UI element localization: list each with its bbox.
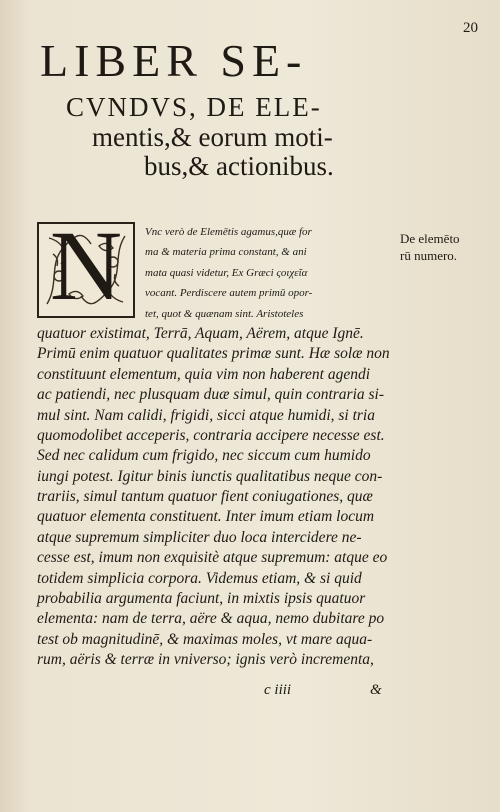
text-line: ma & materia prima constant, & ani [145, 246, 307, 259]
chapter-title-line-1: LIBER SE- [40, 35, 308, 86]
chapter-title-line-3: mentis,& eorum moti- [92, 122, 333, 152]
text-line: vocant. Perdiscere autem primū opor- [145, 287, 313, 300]
catchword: & [370, 682, 382, 698]
text-line: elementa: nam de terra, aëre & aqua, nemo dubitare po [37, 610, 385, 628]
text-line: test ob magnitudinē, & maximas moles, vt mare aqua- [37, 630, 373, 648]
text-line: mul sint. Nam calidi, frigidi, sicci atque humidi, si tria [37, 406, 375, 424]
text-line: totidem simplicia corpora. Videmus etiam, & si quid [37, 569, 362, 587]
initial-letter: N [49, 210, 123, 321]
marginal-note-line-2: rū numero. [400, 248, 458, 263]
text-line: quatuor elementa constituent. Inter imum etiam locum [37, 508, 375, 526]
text-line: probabilia argumenta faciunt, in mixtis ipsis quatuor [37, 590, 366, 608]
text-line: mata quasi videtur, Ex Græci ςοιχεῖα [145, 266, 308, 279]
text-line: Primū enim quatuor qualitates primæ sunt. Hæ solæ non [37, 345, 390, 363]
text-line: quatuor existimat, Terrā, Aquam, Aërem, atque Ignē. [37, 324, 364, 342]
page-number: 20 [463, 20, 478, 36]
text-line: iungi potest. Igitur binis iunctis qualitatibus neque con- [37, 467, 383, 485]
marginal-note [400, 230, 496, 264]
chapter-title-line-4: bus,& actionibus. [144, 151, 334, 181]
text-line: ac patiendi, nec plusquam duæ simul, quin contraria si- [37, 386, 385, 404]
decorated-initial [37, 210, 135, 321]
text-line: trariis, simul tantum quatuor fient coniugationes, quæ [37, 488, 373, 506]
text-line: cesse est, imum non exquisitè atque supremum: atque eo [37, 549, 388, 567]
text-line: rum, aëris & terræ in vniverso; ignis verò incrementa, [37, 651, 374, 669]
marginal-note-line-1: De elemēto [400, 231, 460, 246]
text-line: Vnc verò de Elemētis agamus,quæ for [145, 226, 312, 238]
text-line: Sed nec calidum cum frigido, nec siccum cum humido [37, 447, 371, 465]
text-line: constituunt elementum, quia vim non haberent agendi [37, 365, 371, 383]
chapter-title-line-2: CVNDVS, DE ELE- [66, 92, 322, 122]
text-line: atque supremum simpliciter duo loca intercidere ne- [37, 528, 362, 546]
signature-mark: c iiii [264, 682, 292, 698]
text-line: quomodolibet acceperis, contraria accipere necesse est. [37, 426, 385, 444]
text-line: tet, quot & quænam sint. Aristoteles [145, 307, 304, 320]
